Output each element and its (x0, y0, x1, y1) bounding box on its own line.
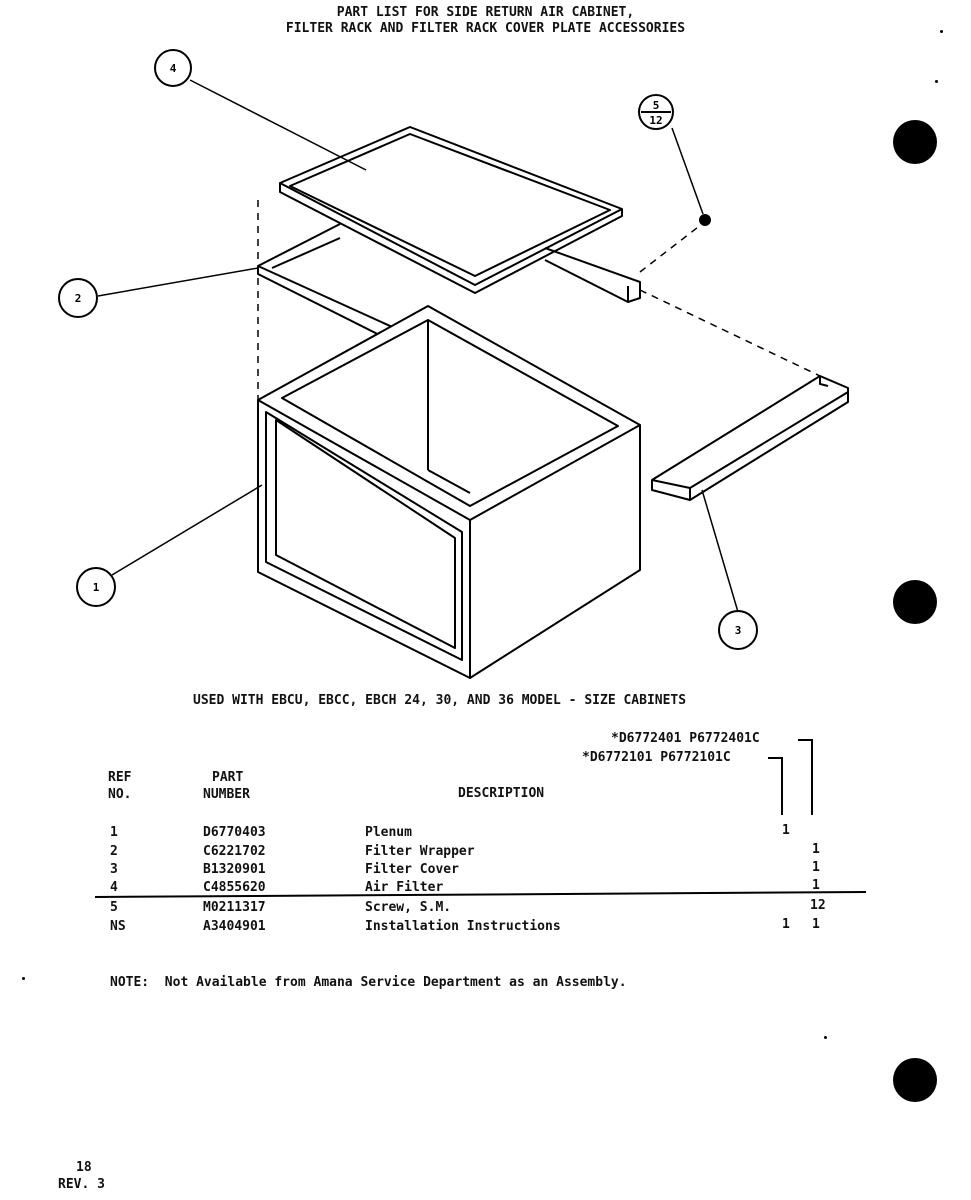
callout-4-label: 4 (169, 62, 177, 75)
row-qty-col-2: 1 (812, 860, 820, 875)
callout-1-label: 1 (92, 581, 100, 594)
row-qty-col-2: 1 (812, 842, 820, 857)
scan-speck (940, 30, 943, 33)
row-qty-col-1: 1 (782, 917, 790, 932)
scan-speck (935, 80, 938, 83)
punch-hole (893, 120, 937, 164)
row-description: Air Filter (365, 880, 444, 895)
row-qty-col-2: 1 (812, 917, 820, 932)
callout-2-label: 2 (74, 292, 82, 305)
row-part-number: M0211317 (203, 900, 266, 915)
row-part-number: C6221702 (203, 844, 266, 859)
page-title-line-1: PART LIST FOR SIDE RETURN AIR CABINET, (336, 5, 635, 20)
row-part-number: D6770403 (203, 825, 266, 840)
callout-5-denominator: 12 (649, 114, 663, 127)
row-qty-col-2: 1 (812, 878, 820, 893)
page-title-line-2: FILTER RACK AND FILTER RACK COVER PLATE ACCESSORIES (285, 21, 686, 36)
ref-header-line-2: NO. (108, 787, 132, 802)
punch-hole (893, 580, 937, 624)
page-number: 18 (76, 1160, 92, 1175)
callout-3-label: 3 (734, 624, 742, 637)
part-header-line-2: NUMBER (203, 787, 250, 802)
row-description: Installation Instructions (365, 919, 561, 934)
model-column-2-header: *D6772401 P6772401C (611, 731, 760, 746)
row-ref: 2 (110, 844, 118, 859)
row-ref: 4 (110, 880, 118, 895)
row-qty-col-1: 1 (782, 823, 790, 838)
row-part-number: A3404901 (203, 919, 266, 934)
row-part-number: C4855620 (203, 880, 266, 895)
row-description: Filter Cover (365, 862, 459, 877)
part-header-line-1: PART (212, 770, 244, 785)
row-description: Plenum (365, 825, 412, 840)
used-with-caption: USED WITH EBCU, EBCC, EBCH 24, 30, AND 36 MODEL - SIZE CABINETS (193, 693, 687, 708)
model-column-1-header: *D6772101 P6772101C (582, 750, 731, 765)
row-ref: 1 (110, 825, 118, 840)
punch-hole (893, 1058, 937, 1102)
row-ref: 5 (110, 900, 118, 915)
row-part-number: B1320901 (203, 862, 266, 877)
row-ref: NS (110, 919, 126, 934)
row-description: Screw, S.M. (365, 900, 452, 915)
row-ref: 3 (110, 862, 118, 877)
ref-header-line-1: REF (108, 770, 132, 785)
callout-5-numerator: 5 (652, 99, 660, 112)
scan-speck (824, 1036, 827, 1039)
scan-speck (22, 977, 25, 980)
availability-note: NOTE: Not Available from Amana Service Department as an Assembly. (110, 975, 627, 990)
row-description: Filter Wrapper (365, 844, 475, 859)
description-header: DESCRIPTION (458, 786, 545, 801)
row-qty-col-2: 12 (810, 898, 826, 913)
revision-label: REV. 3 (58, 1177, 105, 1192)
